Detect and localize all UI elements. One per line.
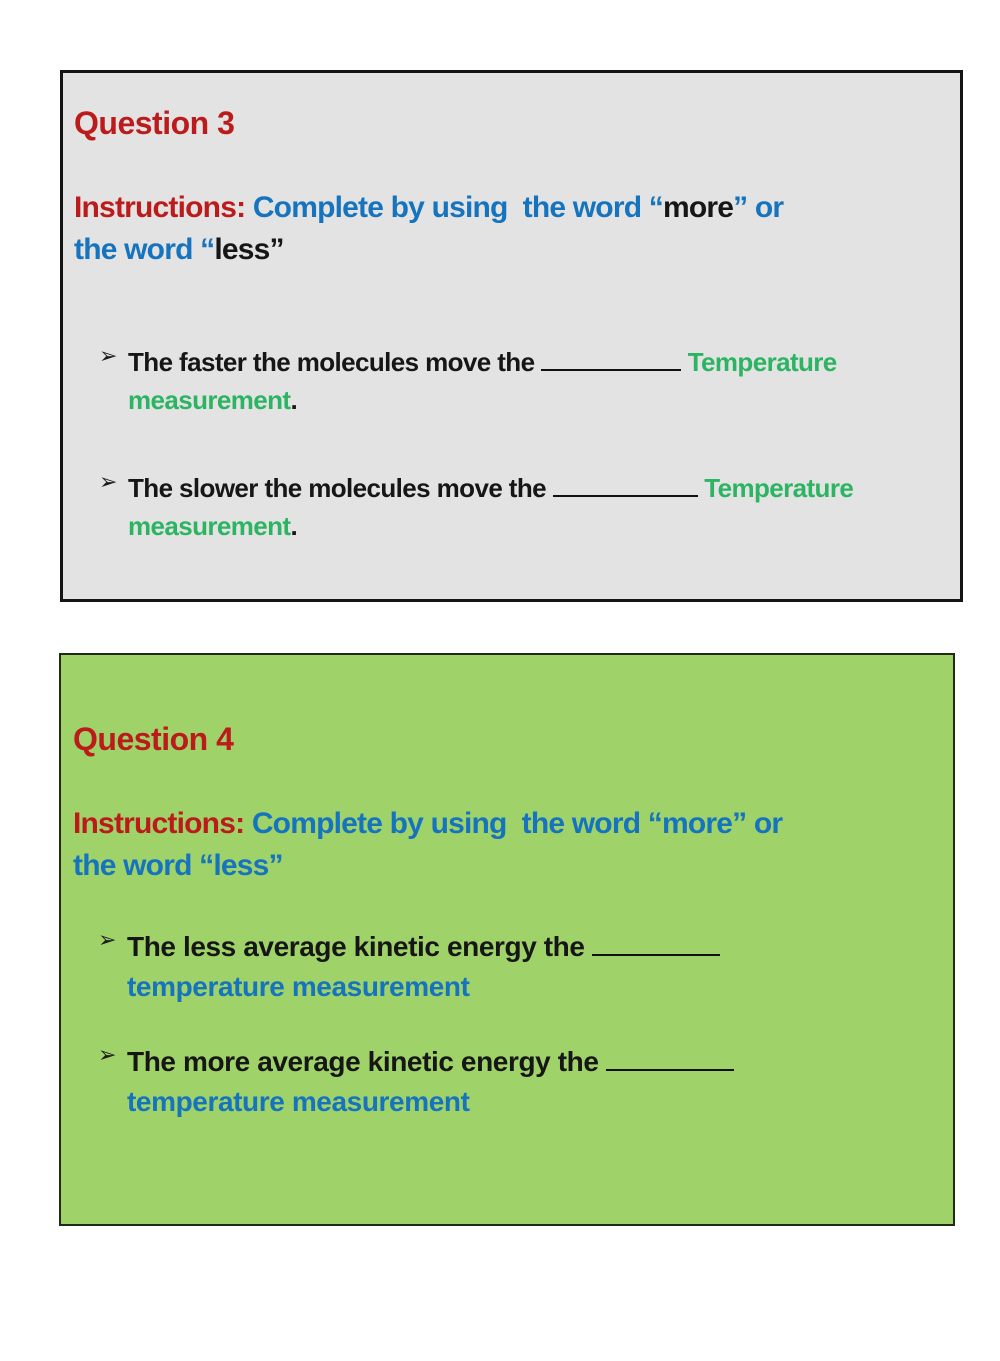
text-segment: measurement <box>128 511 291 541</box>
text-line <box>74 187 942 229</box>
list-item <box>74 343 942 419</box>
text-segment: Complete by using the word “more” or <box>251 807 783 840</box>
worksheet-page <box>0 70 1000 1226</box>
question-3-box <box>60 70 963 602</box>
text-segment: The more average kinetic energy the <box>127 1046 606 1077</box>
question-4-items <box>73 927 935 1122</box>
text-segment: measurement <box>128 385 291 415</box>
question-3-title: Question 3 <box>74 105 235 141</box>
text-line <box>127 1042 935 1082</box>
list-item <box>73 927 935 1007</box>
answer-blank[interactable] <box>592 932 720 956</box>
text-segment: Temperature <box>697 473 854 503</box>
text-segment: The less average kinetic energy the <box>127 931 592 962</box>
answer-blank[interactable] <box>606 1047 734 1071</box>
text-segment: Temperature <box>681 347 837 377</box>
text-line <box>127 967 935 1007</box>
text-segment: . <box>290 511 298 541</box>
text-line <box>128 469 942 507</box>
answer-blank[interactable] <box>553 475 698 497</box>
text-line <box>128 381 942 419</box>
text-segment: temperature measurement <box>127 1086 470 1117</box>
text-segment: the word “ <box>74 233 215 266</box>
answer-blank[interactable] <box>541 349 681 371</box>
text-line <box>73 845 935 887</box>
text-line <box>73 803 935 845</box>
question-4-box <box>59 653 955 1226</box>
text-segment: The faster the molecules move the <box>128 347 542 377</box>
text-segment: more <box>662 191 734 224</box>
arrow-bullet-icon: ➢ <box>98 1043 117 1068</box>
text-segment: temperature measurement <box>127 971 470 1002</box>
text-segment: Instructions: <box>73 807 252 840</box>
text-segment: Instructions: <box>74 191 253 224</box>
text-segment: The slower the molecules move the <box>128 473 553 503</box>
text-segment: . <box>290 385 298 415</box>
text-line <box>127 1082 935 1122</box>
arrow-bullet-icon: ➢ <box>99 344 118 369</box>
arrow-bullet-icon: ➢ <box>98 928 117 953</box>
question-3-items <box>74 343 942 545</box>
question-4-instructions <box>73 803 935 887</box>
list-item <box>73 1042 935 1122</box>
text-line <box>74 229 942 271</box>
list-item <box>74 469 942 545</box>
text-segment: ” <box>733 191 748 224</box>
text-segment: the word “less” <box>73 849 283 882</box>
text-segment: or <box>747 191 784 224</box>
text-segment: Complete by using the word “ <box>252 191 663 224</box>
question-3-instructions <box>74 187 942 271</box>
question-4-title: Question 4 <box>73 721 234 757</box>
text-segment: less” <box>214 233 284 266</box>
text-line <box>128 507 942 545</box>
text-line <box>127 927 935 967</box>
arrow-bullet-icon: ➢ <box>99 470 118 495</box>
text-line <box>128 343 942 381</box>
